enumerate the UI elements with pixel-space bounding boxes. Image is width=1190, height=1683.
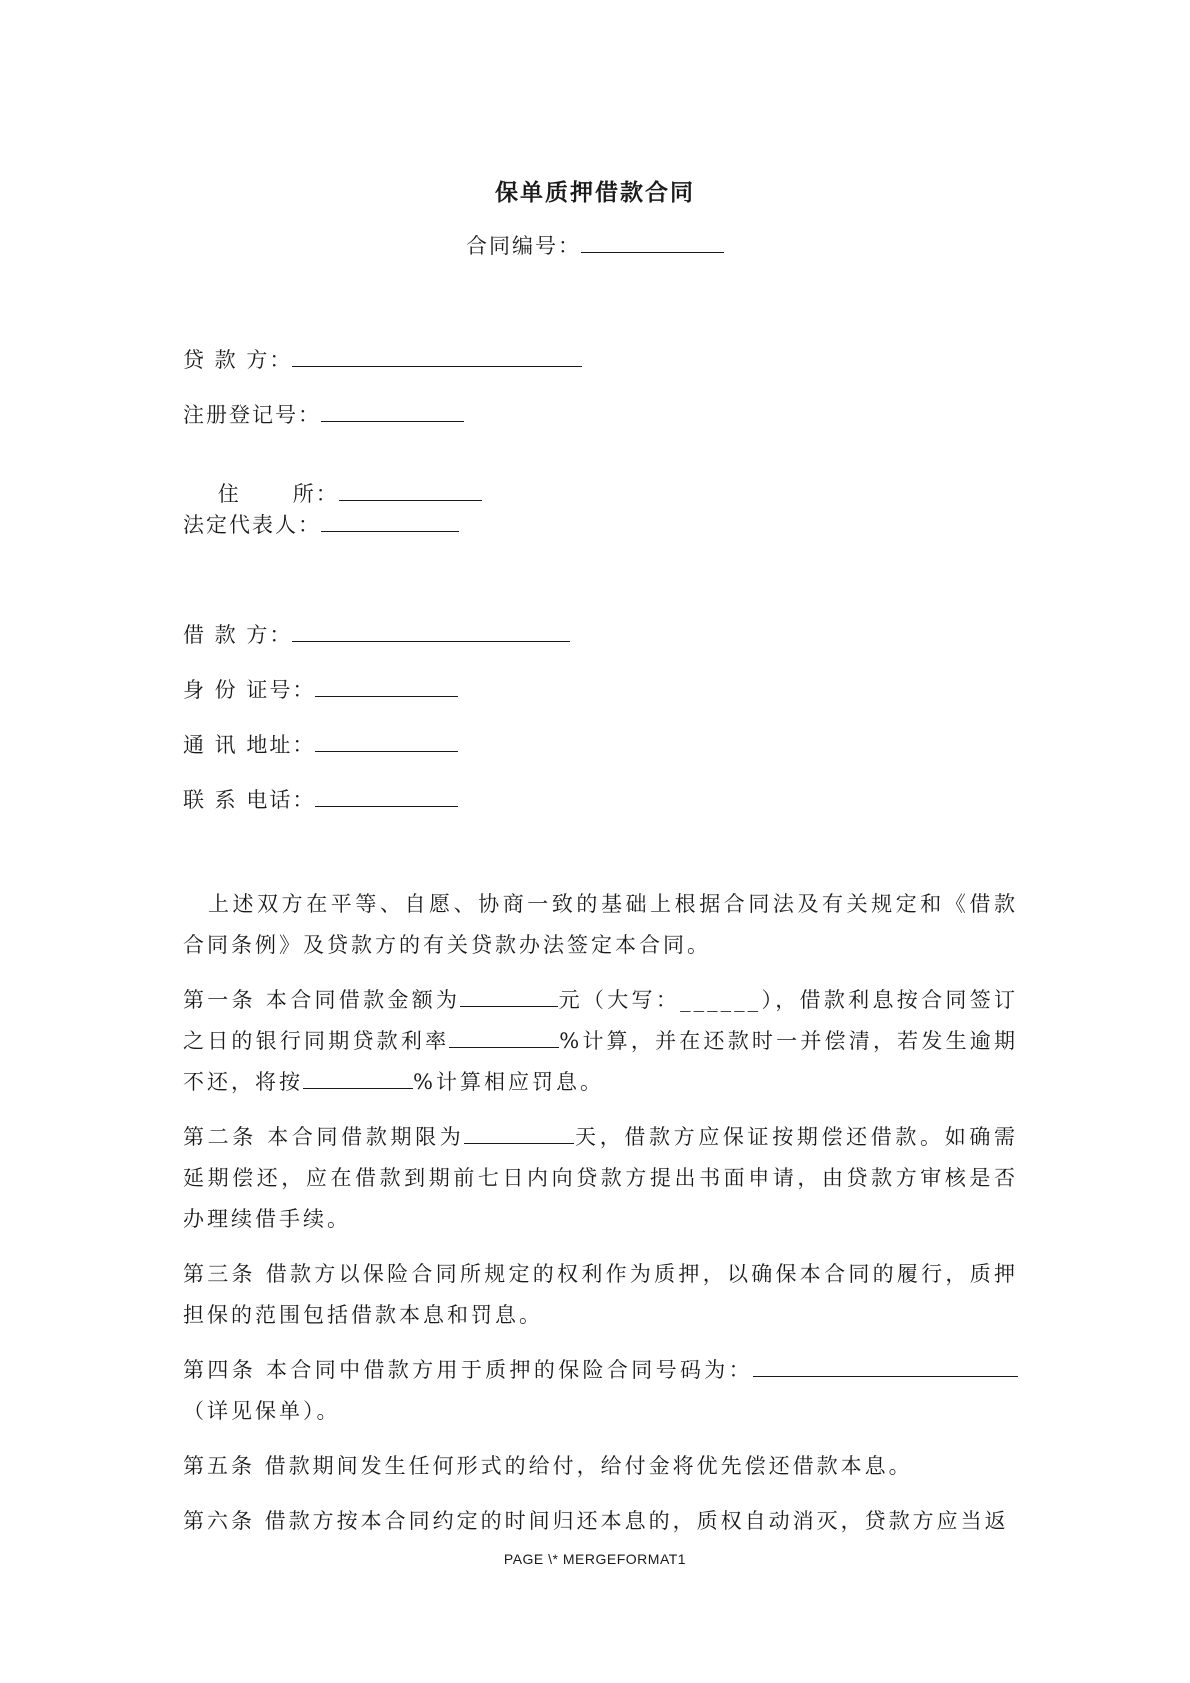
borrower-name-field xyxy=(183,619,570,649)
page-footer: PAGE \* MERGEFORMAT1 xyxy=(503,1551,687,1567)
article-6: 第六条 借款方按本合同约定的时间归还本息的，质权自动消灭，贷款方应当返 xyxy=(183,1509,1009,1533)
lender-reg-field xyxy=(183,399,464,429)
article-4-part-b: （详见保单）。 xyxy=(183,1399,341,1423)
interest-rate-blank xyxy=(449,1027,559,1048)
borrower-id-field xyxy=(183,674,458,704)
article-2-part-a: 第二条 本合同借款期限为 xyxy=(183,1125,465,1149)
borrower-id-label: 身 份 证号： xyxy=(183,678,316,702)
contract-number-line xyxy=(0,230,1190,260)
article-2 xyxy=(183,1117,1018,1240)
lender-reg-blank xyxy=(321,401,464,422)
article-1-part-b: 元（大写：______），借款利息按合同签订之日的银行同期贷款利率 xyxy=(183,988,1018,1053)
lender-address-label: 住 所： xyxy=(217,482,339,506)
loan-term-blank xyxy=(464,1123,574,1144)
lender-name-blank xyxy=(292,346,582,367)
article-4 xyxy=(183,1350,1018,1432)
borrower-address-blank xyxy=(315,731,458,752)
borrower-name-label: 借 款 方： xyxy=(183,623,293,647)
lender-legal-rep-blank xyxy=(321,511,459,532)
article-1-part-d: %计算相应罚息。 xyxy=(413,1070,604,1094)
lender-reg-label: 注册登记号： xyxy=(183,403,321,427)
article-1-part-a: 第一条 本合同借款金额为 xyxy=(183,988,461,1012)
article-3: 第三条 借款方以保险合同所规定的权利作为质押，以确保本合同的履行，质押担保的范围包括借款本息和罚息。 xyxy=(183,1262,1018,1327)
lender-legal-rep-field xyxy=(183,509,459,539)
borrower-id-blank xyxy=(315,676,458,697)
borrower-name-blank xyxy=(292,621,570,642)
contract-number-label: 合同编号： xyxy=(466,234,581,258)
penalty-rate-blank xyxy=(303,1068,413,1089)
article-1 xyxy=(183,980,1018,1103)
lender-name-label: 贷 款 方： xyxy=(183,348,293,372)
borrower-phone-blank xyxy=(315,786,458,807)
borrower-phone-label: 联 系 电话： xyxy=(183,788,316,812)
contract-number-blank xyxy=(581,232,724,253)
article-4-part-a: 第四条 本合同中借款方用于质押的保险合同号码为： xyxy=(183,1358,753,1382)
article-1-part-c: %计算，并在还款时一并偿清，若发生逾期不还，将按 xyxy=(183,1029,1019,1094)
intro-paragraph: 上述双方在平等、自愿、协商一致的基础上根据合同法及有关规定和《借款合同条例》及贷款方的有关贷款办法签定本合同。 xyxy=(183,892,1018,957)
borrower-phone-field xyxy=(183,784,458,814)
article-2-part-b: 天，借款方应保证按期偿还借款。如确需延期偿还，应在借款到期前七日内向贷款方提出书面申请，由贷款方审核是否办理续借手续。 xyxy=(183,1125,1018,1231)
lender-address-blank xyxy=(339,480,482,501)
policy-number-blank xyxy=(753,1356,1018,1377)
borrower-address-label: 通 讯 地址： xyxy=(183,733,316,757)
lender-legal-rep-label: 法定代表人： xyxy=(183,513,321,537)
document-title: 保单质押借款合同 xyxy=(495,179,695,206)
borrower-address-field xyxy=(183,729,458,759)
loan-amount-blank xyxy=(460,986,558,1007)
article-5: 第五条 借款期间发生任何形式的给付，给付金将优先偿还借款本息。 xyxy=(183,1454,913,1478)
lender-name-field xyxy=(183,344,582,374)
